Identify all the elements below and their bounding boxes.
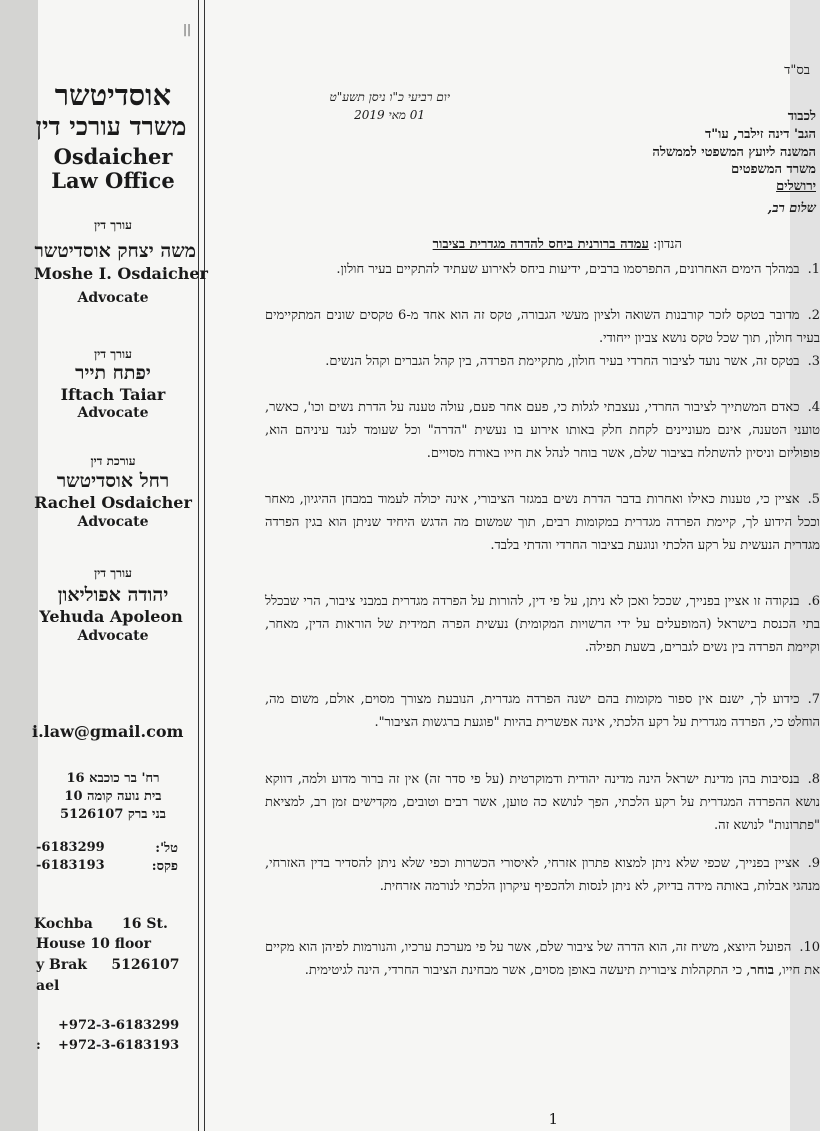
recipient-city: ירושלים [776,179,816,194]
lawyer-name-hebrew: יפתח תייר [75,362,151,384]
paragraph-number: 5. [807,492,820,507]
lawyer-title-hebrew: עורך דין [94,566,132,580]
address-line-hebrew: בית נועה קומה 10 [64,789,162,804]
recipient-role: המשנה ליועץ המשפטי לממשלה [652,145,816,160]
letterhead-sidebar [32,0,238,1131]
fax-label-hebrew: פקס: [151,859,178,874]
paragraph-text: בטקס זה, אשר נועד לציבור החרדי בעיר חולון, מתקיימת הפרדה, בין קהל הגברים וקהל הנשים. [325,354,800,369]
paragraph-number: 10. [799,940,820,955]
lawyer-name-english: Moshe I. Osdaicher [34,264,208,283]
paragraph-number: 4. [807,400,820,415]
paragraph-5 [265,488,820,557]
binder-mark: || [183,22,192,36]
lawyer-name-hebrew: יהודה אפוליאון [57,584,169,606]
document-page [32,0,820,1131]
paragraph-8 [265,768,820,837]
address-line-hebrew: בני ברק 5126107 [60,807,166,822]
recipient-name: הגב' דינה זילבר, עו"ד [705,127,816,142]
paragraph-number: 1. [807,262,820,277]
recipient-to: לכבוד [787,109,816,124]
address-line-hebrew: רח' בר כוכבא 16 [66,771,160,786]
date-hebrew: יום רביעי כ"ו ניסן תשע"ט [329,90,450,104]
paragraph-number: 6. [807,594,820,609]
lawyer-name-hebrew: רחל אוסדיטשר [56,470,170,492]
paragraph-4 [265,396,820,465]
paragraph-text: כאדם המשתייך לציבור החרדי, נעצבתי לגלות כי, פעם אחר פעם, עולה טענה על הדרת נשים וכו', כאשר, טועני הטענה, אינם מעוניינים לקחת חלק באותו אירוע בו נעשית "הדרה" וכל שעומד לנגד עיניהם הוא, פופוליזם וניסיון להשתלח בציבור שלם, אשר בוחר לנהל את חייו באורח מסויים. [265,400,820,461]
subject-label: הנדון: [653,237,682,252]
address-line-english: Kochba 16 St. [34,916,168,932]
lawyer-name-english: Iftach Taiar [60,385,166,404]
page-number: 1 [548,1110,558,1128]
paragraph-number: 2. [807,308,820,323]
paragraph-text: בנקודה זו אציין בפנייך, שככל ואכן לא ניתן, על פי דין, להורות על הפרדה מגדרית במבני ציבור, הרי שבכלל בתי הכנסת בישראל (המופעלים על ידי הרשויות המקומית) נעשית הפרה תמידית של הוראות הדין, מאחר, וקיימת הפרדה בין נשים לגברים, בשעת תפילה. [265,594,820,655]
paragraph-text: כידוע לך, ישנם אין ספור מקומות בהם ישנה הפרדה מגדרית, הנובעת מצורך מסוים, אולם, משום מה, הוחלט כי, הפרדה מגדרית על רקע הלכתי, אינה אפשרית בהיות "פוגעת ברגשות הציבור". [265,692,820,730]
page-edge [0,0,38,1131]
lawyer-title-english: Advocate [77,405,149,421]
address-line-english: y Brak 5126107 [36,957,180,973]
paragraph-number: 7. [807,692,820,707]
subject-line [433,236,682,252]
lawyer-title-hebrew: עורכת דין [90,454,136,468]
paragraph-text: אציין בפנייך, שכפי שלא ניתן למצוא פתרון אזרחי, לאיסורי הכשרות וכפי שלא ניתן להסדיר בדין האזרחי, מנהגי אבלות, באותה מידה בדיוק, לא ניתן לנסות ולהכפיף עיקרון הלכתי לנורמה אזרחית. [265,856,820,894]
fax-number-hebrew: -6183193 [36,858,105,873]
lawyer-title-english: Advocate [77,290,149,306]
paragraph-text: בנסיבות בהן מדינת ישראל הינה מדינה יהודית ודמוקרטית (על פי סדר זה) אין זה ברור מדוע ולמה, דווקא נושא ההפרדה המגדרית על רקע הלכתי, הפך לנושא כה טוען, אשר רבים וטובים, מקדישים זמן רב, למציאת "פתרונות" לנושא זה. [265,772,820,833]
lawyer-title-hebrew: עורך דין [94,347,132,361]
paragraph-7 [265,688,820,734]
paragraph-number: 3. [807,354,820,369]
paragraph-text: , כי התקהלות ציבורית תיעשה באופן מסוים, אשר מבחינת הציבור החרדי, הינה לגיטימית. [304,963,751,978]
paragraph-text: במהלך הימים האחרונים, התפרסמו ברבים, ידיעות ביחס לאירוע שעתיד להתקיים בעיר חולון. [336,262,800,277]
address-line-english: House 10 floor [36,936,151,952]
fax-prefix-english: : [36,1038,41,1053]
paragraph-text: מדובר בטקס לזכר קורבנות השואה ולציון מעשי הגבורה, טקס זה הוא אחד מ-6 טקסים שונים המתקיימים בעיר חולון, תוך שכל טקס נושא צביון ייחודי. [265,308,820,346]
bsd-header: בס"ד [784,63,810,78]
paragraph-number: 9. [807,856,820,871]
lawyer-name-hebrew: משה יצחק אוסדיטשר [34,240,196,262]
lawyer-title-english: Advocate [77,514,149,530]
phone-number-english: +972-3-6183299 [58,1018,180,1033]
date-gregorian: 01 מאי 2019 [354,108,425,122]
phone-label-hebrew: טל': [155,841,178,856]
paragraph-6 [265,590,820,659]
firm-name-english: Osdaicher [53,144,173,169]
fax-number-english: +972-3-6183193 [58,1038,180,1053]
recipient-ministry: משרד המשפטים [731,162,816,177]
email-address: i.law@gmail.com [32,722,184,741]
firm-subtitle-hebrew: משרד עורכי דין [35,112,187,141]
lawyer-title-hebrew: עורך דין [94,218,132,232]
paragraph-number: 8. [807,772,820,787]
paragraph-9 [265,852,820,898]
greeting: שלום רב, [767,201,816,216]
firm-subtitle-english: Law Office [51,168,175,193]
letter-body [260,0,820,1131]
paragraph-1 [265,258,820,281]
lawyer-name-english: Rachel Osdaicher [34,493,192,512]
paragraph-text: הפועל היוצא, משיח זה, הוא הדרה של ציבור שלם, אשר על פי מערכת ערכיו, והנורמות לפיהן הוא מקיים את חייו, [265,940,820,978]
firm-name-hebrew: אוסדיטשר [54,78,172,112]
lawyer-name-english: Yehuda Apoleon [39,607,183,626]
address-line-english: ael [36,978,60,994]
paragraph-bold-word: בוחר [750,963,775,978]
phone-number-hebrew: -6183299 [36,840,105,855]
paragraph-text: אציין כי, טענות כאילו ואחרות בדבר הדרת נשים במגזר הציבורי, אינה יכולה לעמוד במבחן ההיגיון, מאחר וככל הידוע לך, קיימת הפרדה מגדרית במקומות רבים, תוך שמשום מה הדגש היחיד שניתן הוא בגין הפרדה מגדרית הנעשית על רקע הלכתי ונוגעת בציבור החרדי והדתי בלבד. [265,492,820,553]
lawyer-title-english: Advocate [77,628,149,644]
paragraph-10 [265,936,820,982]
subject-text: עמדה ברורנית ביחס להדרה מגדרית בציבור [432,237,649,252]
paragraph-2 [265,304,820,350]
paragraph-3 [265,350,820,373]
